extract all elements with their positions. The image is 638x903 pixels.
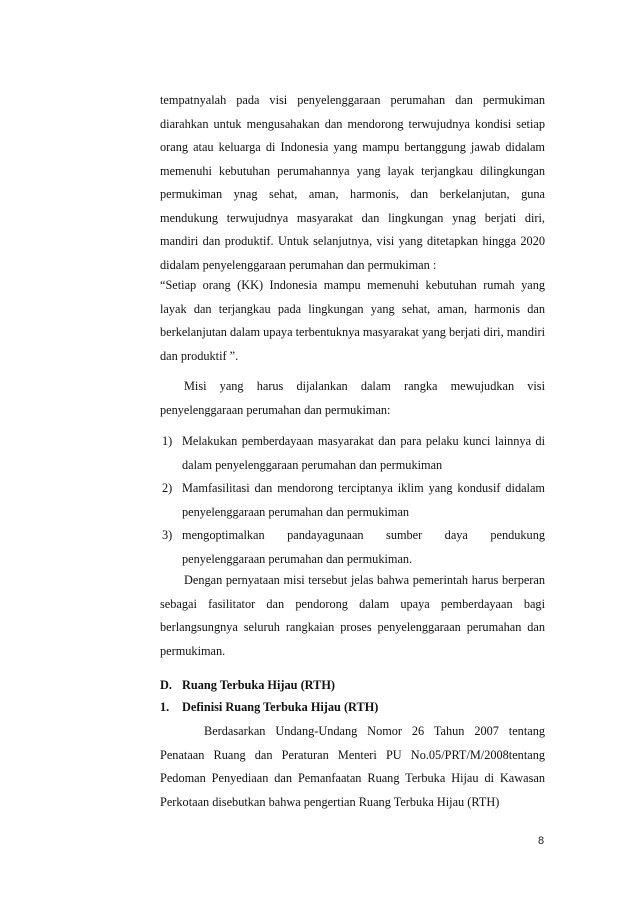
- subsection-heading-number: 1.: [160, 700, 170, 714]
- page-number: 8: [538, 835, 545, 847]
- vision-quote: [160, 274, 545, 368]
- list-item-number: 1): [162, 434, 173, 448]
- vision-quote-text: “Setiap orang (KK) Indonesia mampu memenuhi kebutuhan rumah yang layak dan terjangkau pada lingkungan yang sehat, aman, harmonis dan berkelanjutan dalam upaya terbentuknya masyarakat yang berjati diri, mandiri dan produktif ”.: [160, 278, 545, 363]
- list-item-text: Melakukan pemberdayaan masyarakat dan para pelaku kunci lainnya di dalam penyelenggaraan perumahan dan permukiman: [182, 434, 545, 472]
- mission-intro: [160, 375, 545, 422]
- list-item-number: 2): [162, 481, 173, 495]
- subsection-heading: [160, 696, 545, 720]
- paragraph-definition-text: Berdasarkan Undang-Undang Nomor 26 Tahun 2007 tentang Penataan Ruang dan Peraturan Menteri PU No.05/PRT/M/2008tentang Pedoman Penyediaan dan Pemanfaatan Ruang Terbuka Hijau di Kawasan Perkotaan disebutkan bahwa pengertian Ruang Terbuka Hijau (RTH): [160, 724, 545, 809]
- section-heading-number: D.: [160, 678, 172, 692]
- body-paragraph: [160, 89, 545, 277]
- body-paragraph: [160, 569, 545, 663]
- section-heading: [160, 674, 545, 698]
- list-item: [160, 477, 545, 524]
- paragraph-statement-text: Dengan pernyataan misi tersebut jelas bahwa pemerintah harus berperan sebagai fasilitator dan pendorong dalam upaya pemberdayaan bagi berlangsungnya seluruh rangkaian proses penyelenggaraan perumahan dan permukiman.: [160, 573, 545, 658]
- subsection-heading-title: Definisi Ruang Terbuka Hijau (RTH): [182, 700, 379, 714]
- list-item: [160, 430, 545, 477]
- paragraph-vision-text: tempatnyalah pada visi penyelenggaraan perumahan dan permukiman diarahkan untuk mengusahakan dan mendorong terwujudnya kondisi setiap orang atau keluarga di Indonesia yang mampu bertanggung jawab didalam memenuhi kebutuhan perumahannya yang layak terjangkau dilingkungan permukiman ynag sehat, aman, harmonis, dan berkelanjutan, guna mendukung terwujudnya masyarakat dan lingkungan ynag berjati diri, mandiri dan produktif. Untuk selanjutnya, visi yang ditetapkan hingga 2020 didalam penyelenggaraan perumahan dan permukiman :: [160, 93, 545, 272]
- mission-list: [160, 430, 545, 571]
- mission-intro-text: Misi yang harus dijalankan dalam rangka mewujudkan visi penyelenggaraan perumahan dan permukiman:: [160, 379, 545, 417]
- list-item-text: Mamfasilitasi dan mendorong terciptanya iklim yang kondusif didalam penyelenggaraan perumahan dan permukiman: [182, 481, 545, 519]
- body-paragraph: [160, 720, 545, 814]
- list-item-text: mengoptimalkan pandayagunaan sumber daya pendukung penyelenggaraan perumahan dan permukiman.: [182, 528, 545, 566]
- list-item-number: 3): [162, 528, 173, 542]
- list-item: [160, 524, 545, 571]
- section-heading-title: Ruang Terbuka Hijau (RTH): [182, 678, 335, 692]
